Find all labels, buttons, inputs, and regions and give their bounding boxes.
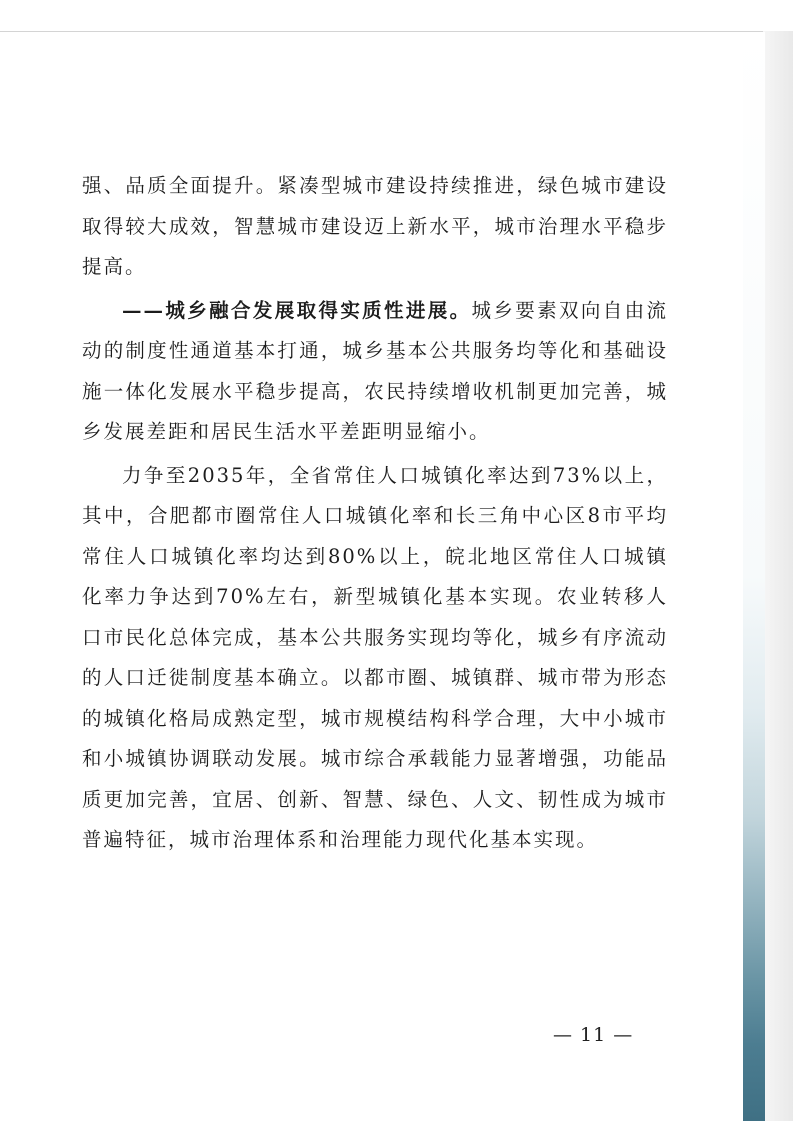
- document-body: [82, 166, 668, 864]
- paragraph-continuation: [82, 166, 668, 288]
- paragraph-heading: ——城乡融合发展取得实质性进展。: [122, 298, 472, 322]
- paragraph-text: 力争至2035年，全省常住人口城镇化率达到73%以上，其中，合肥都市圈常住人口城镇化率和长三角中心区8市平均常住人口城镇化率均达到80%以上，皖北地区常住人口城镇化率力争达到70%左右，新型城镇化基本实现。农业转移人口市民化总体完成，基本公共服务实现均等化，城乡有序流动的人口迁徙制度基本确立。以都市圈、城镇群、城市带为形态的城镇化格局成熟定型，城市规模结构科学合理，大中小城市和小城镇协调联动发展。城市综合承载能力显著增强，功能品质更加完善，宜居、创新、智慧、绿色、人文、韧性成为城市普遍特征，城市治理体系和治理能力现代化基本实现。: [82, 463, 668, 851]
- paragraph-urban-rural-integration: [82, 291, 668, 453]
- paragraph-text: 强、品质全面提升。紧凑型城市建设持续推进，绿色城市建设取得较大成效，智慧城市建设迈上新水平，城市治理水平稳步提高。: [82, 174, 668, 278]
- paragraph-2035-goals: [82, 456, 668, 861]
- decorative-side-band: [743, 32, 765, 1121]
- page-number: — 11 —: [553, 1024, 634, 1046]
- scan-right-margin: [763, 31, 793, 1121]
- scan-top-edge: [0, 31, 765, 32]
- paragraph-text: 城乡要素双向自由流动的制度性通道基本打通，城乡基本公共服务均等化和基础设施一体化发展水平稳步提高，农民持续增收机制更加完善，城乡发展差距和居民生活水平差距明显缩小。: [82, 298, 668, 443]
